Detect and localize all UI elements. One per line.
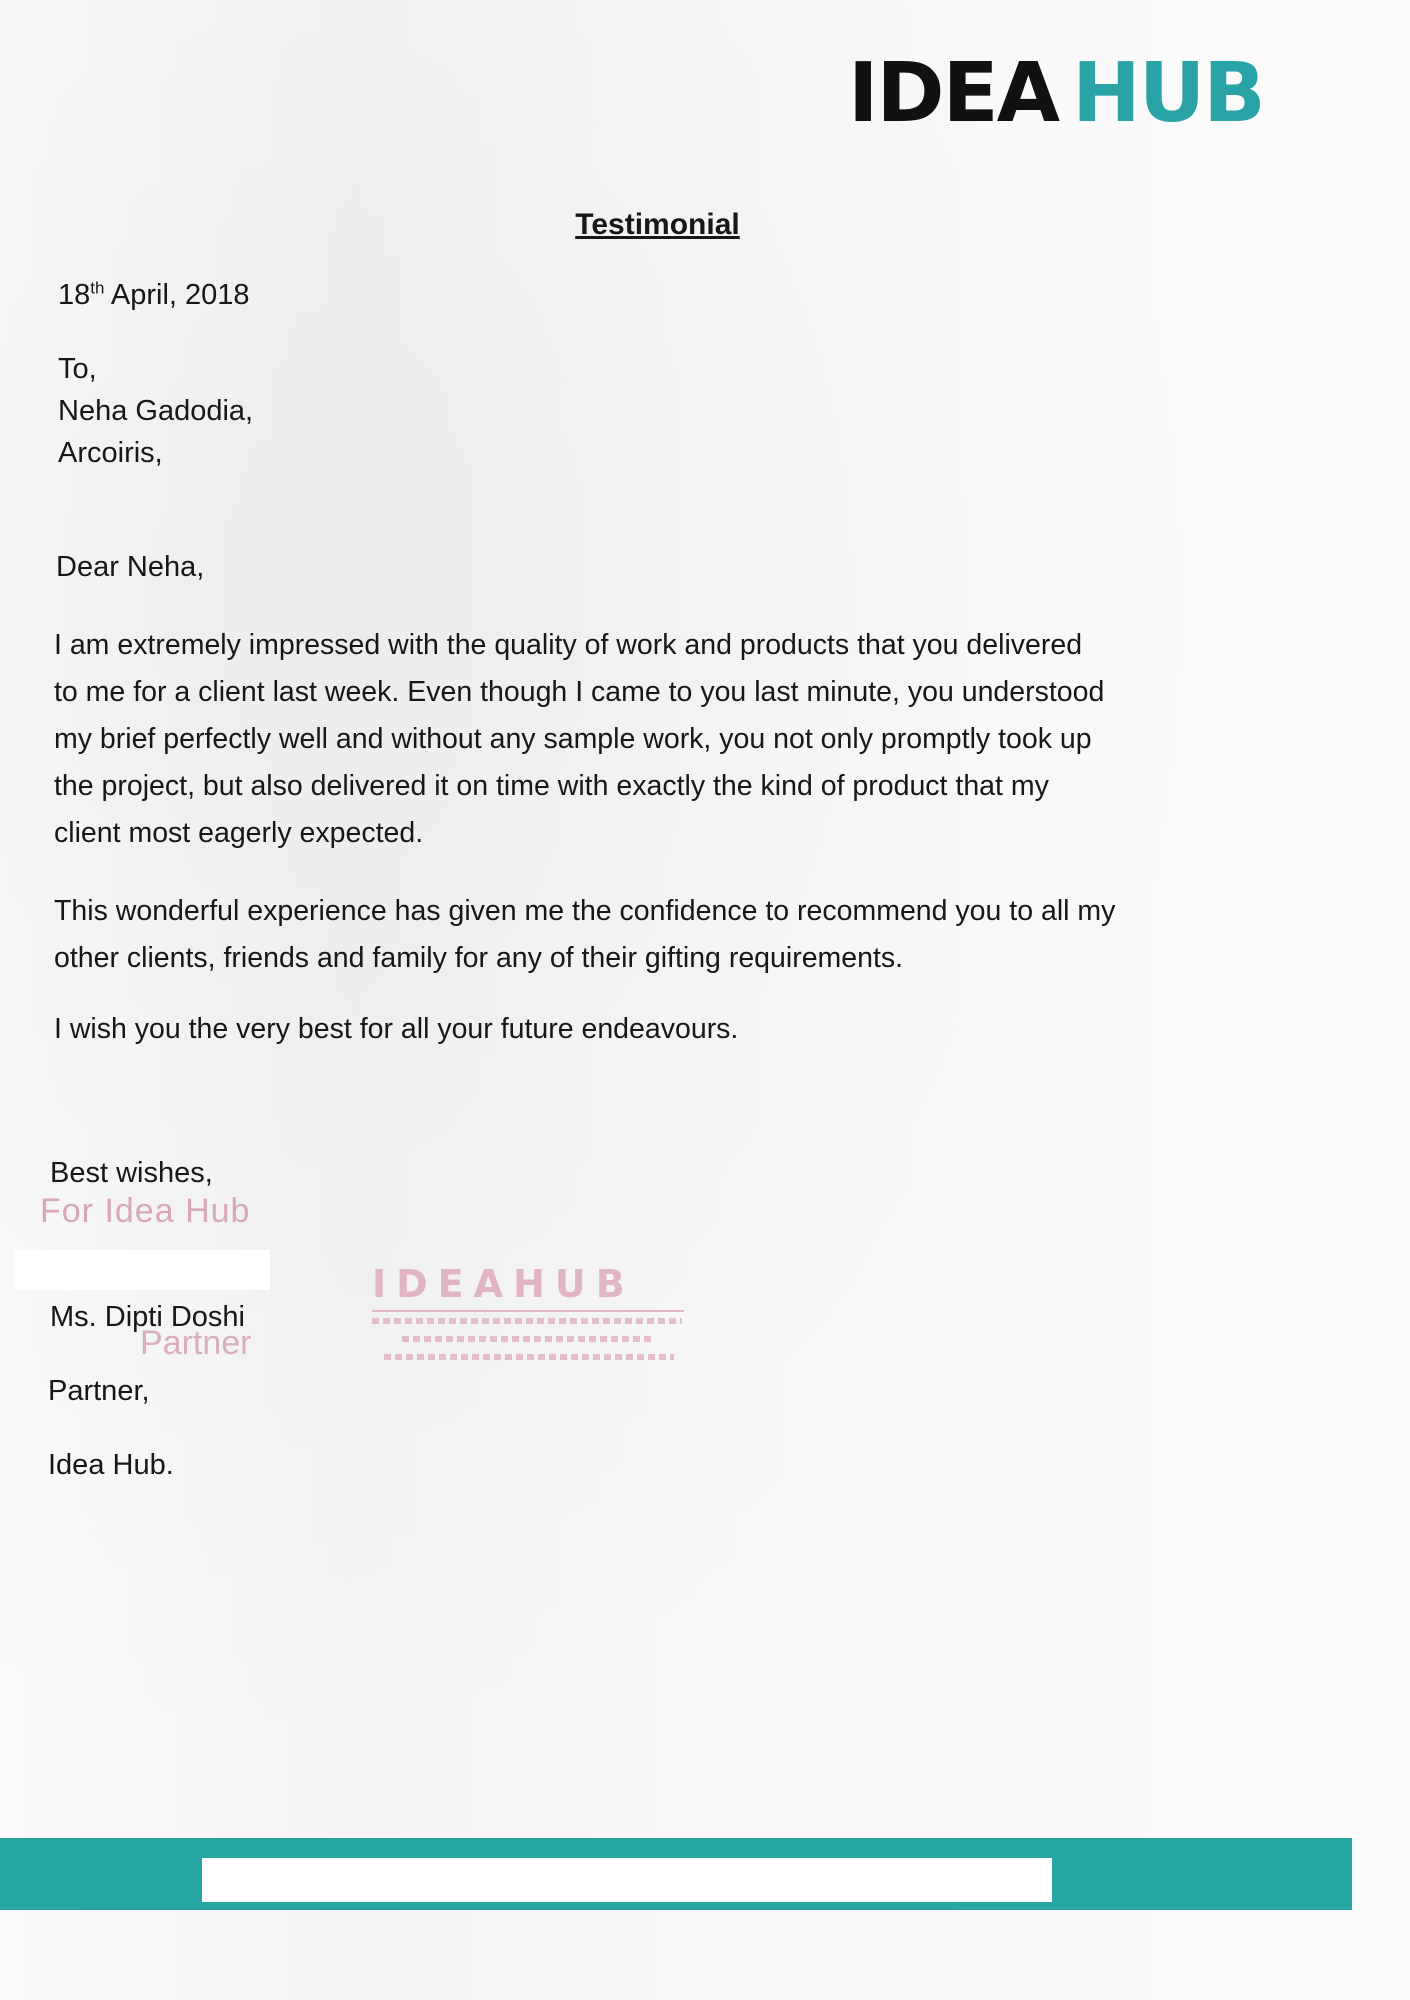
letter-date <box>58 278 250 313</box>
body-paragraph-3 <box>54 1006 1254 1053</box>
company-stamp-text: For Idea Hub <box>40 1192 251 1230</box>
idea-hub-logo <box>848 46 1264 141</box>
partner-stamp-text: Partner <box>140 1324 252 1362</box>
company-seal-stamp <box>372 1262 692 1382</box>
seal-title: IDEAHUB <box>372 1262 635 1306</box>
paragraph-line: other clients, friends and family for any of their gifting requirements. <box>54 942 904 974</box>
paragraph-line: the project, but also delivered it on time with exactly the kind of product that my <box>54 770 1049 802</box>
paragraph-line: client most eagerly expected. <box>54 817 424 849</box>
paragraph-line: I am extremely impressed with the quality of work and products that you delivered <box>54 629 1083 661</box>
page-title: Testimonial <box>575 208 740 241</box>
closing-greeting: Best wishes, <box>50 1157 213 1189</box>
date-suffix: th <box>90 278 105 298</box>
recipient-company: Arcoiris, <box>58 437 163 469</box>
seal-divider <box>372 1310 684 1312</box>
body-paragraph-2 <box>54 888 1254 982</box>
redacted-footer-address <box>202 1858 1052 1902</box>
date-rest: April, 2018 <box>104 279 250 311</box>
seal-fine-print <box>372 1318 692 1360</box>
logo-text-idea: IDEA <box>848 46 1059 141</box>
signatory-company: Idea Hub. <box>48 1449 174 1481</box>
paragraph-line: to me for a client last week. Even though I came to you last minute, you understood <box>54 676 1105 708</box>
body-paragraph-1 <box>54 622 1254 857</box>
redacted-signature <box>14 1250 270 1290</box>
paragraph-line: I wish you the very best for all your future endeavours. <box>54 1013 739 1045</box>
paragraph-line: my brief perfectly well and without any sample work, you not only promptly took up <box>54 723 1092 755</box>
signatory-name: Ms. Dipti Doshi <box>50 1301 245 1333</box>
recipient-name: Neha Gadodia, <box>58 395 254 427</box>
recipient-to: To, <box>58 353 97 385</box>
date-day: 18 <box>58 279 91 311</box>
salutation: Dear Neha, <box>56 551 205 583</box>
signatory-title: Partner, <box>48 1375 150 1407</box>
logo-text-hub: HUB <box>1072 46 1264 141</box>
paragraph-line: This wonderful experience has given me the confidence to recommend you to all my <box>54 895 1116 927</box>
